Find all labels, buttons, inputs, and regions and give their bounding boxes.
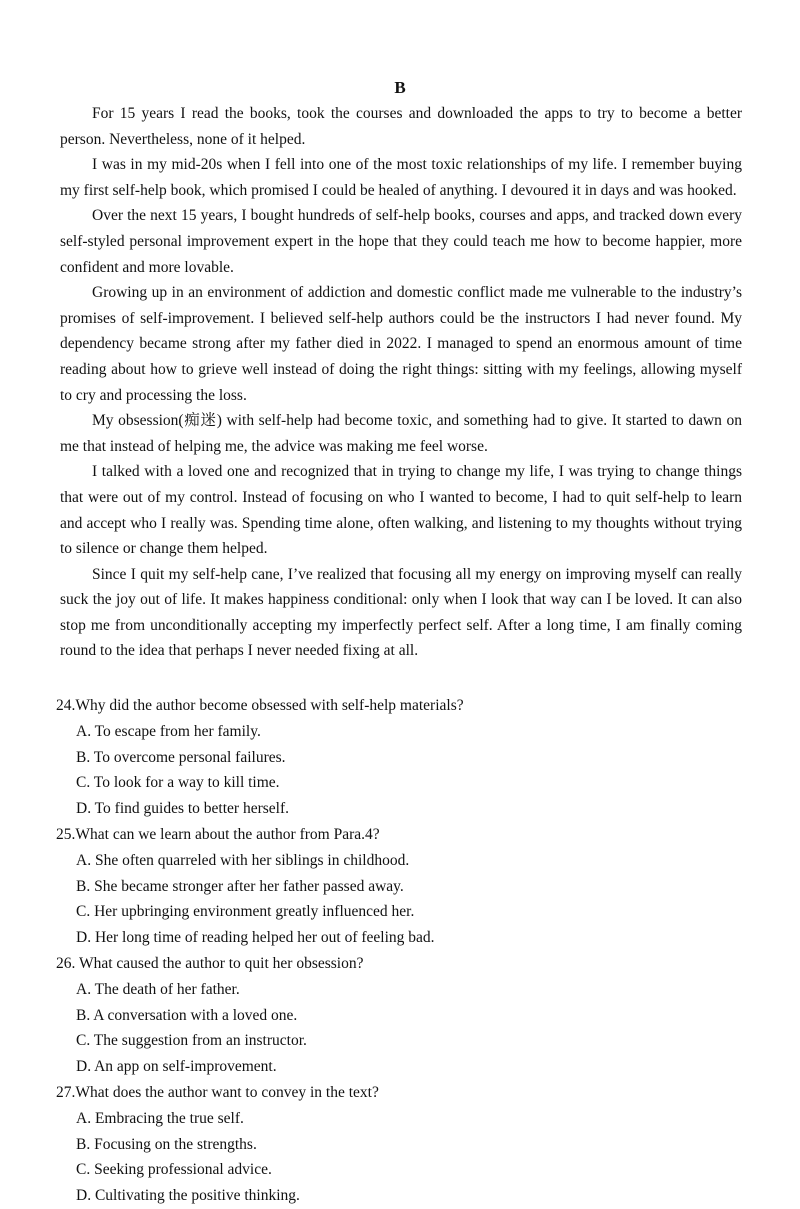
option-group	[56, 848, 746, 951]
question-stem: 27.What does the author want to convey in the text?	[56, 1083, 379, 1101]
option-b[interactable]: B. A conversation with a loved one.	[76, 1006, 298, 1024]
option-d[interactable]: D. An app on self-improvement.	[76, 1058, 277, 1076]
paragraph: Growing up in an environment of addiction and domestic conflict made me vulnerable to the industry’s promises of self-improvement. I believed self-help authors could be the instructors I had never found. My dependency became strong after my father died in 2022. I managed to spend an enormous amount of time reading about how to grieve well instead of doing the right things: sitting with my feelings, allowing myself to cry and processing the loss.	[60, 284, 742, 404]
option-d[interactable]: D. Cultivating the positive thinking.	[76, 1187, 300, 1205]
question-stem: 25.What can we learn about the author from Para.4?	[56, 825, 380, 843]
question-list	[56, 693, 746, 1209]
option-c[interactable]: C. The suggestion from an instructor.	[76, 1032, 307, 1050]
option-c[interactable]: C. To look for a way to kill time.	[76, 774, 280, 792]
question-26	[56, 951, 746, 1080]
option-a[interactable]: A. She often quarreled with her siblings in childhood.	[76, 851, 410, 869]
option-group	[56, 719, 746, 822]
section-title: B	[394, 78, 406, 97]
option-c[interactable]: C. Seeking professional advice.	[76, 1161, 272, 1179]
paragraph: Since I quit my self-help cane, I’ve realized that focusing all my energy on improving myself can really suck the joy out of life. It makes happiness conditional: only when I look that way can I be loved. It can also stop me from unconditionally accepting my imperfectly perfect self. After a long time, I am finally coming round to the idea that perhaps I never needed fixing at all.	[60, 565, 742, 660]
paragraph: For 15 years I read the books, took the courses and downloaded the apps to try to become a better person. Nevertheless, none of it helped.	[60, 105, 742, 148]
option-a[interactable]: A. To escape from her family.	[76, 722, 261, 740]
option-group	[56, 1106, 746, 1209]
option-d[interactable]: D. Her long time of reading helped her out of feeling bad.	[76, 929, 435, 947]
option-b[interactable]: B. Focusing on the strengths.	[76, 1135, 257, 1153]
paragraph: My obsession(痴迷) with self-help had become toxic, and something had to give. It started to dawn on me that instead of helping me, the advice was making me feel worse.	[60, 412, 742, 455]
option-d[interactable]: D. To find guides to better herself.	[76, 800, 289, 818]
question-25	[56, 822, 746, 951]
option-b[interactable]: B. She became stronger after her father passed away.	[76, 877, 404, 895]
option-a[interactable]: A. The death of her father.	[76, 980, 240, 998]
option-b[interactable]: B. To overcome personal failures.	[76, 748, 286, 766]
paragraph: I talked with a loved one and recognized that in trying to change my life, I was trying to change things that were out of my control. Instead of focusing on who I wanted to become, I had to quit self-help to learn and accept who I really was. Spending time alone, often walking, and listening to my thoughts without trying to silence or change them helped.	[60, 463, 742, 558]
question-24	[56, 693, 746, 822]
option-group	[56, 977, 746, 1080]
paragraph: I was in my mid-20s when I fell into one of the most toxic relationships of my life. I remember buying my first self-help book, which promised I could be healed of anything. I devoured it in days and was hooked.	[60, 156, 742, 199]
paragraph: Over the next 15 years, I bought hundreds of self-help books, courses and apps, and tracked down every self-styled personal improvement expert in the hope that they could teach me how to become happier, more confident and more lovable.	[60, 207, 742, 276]
reading-passage	[60, 101, 742, 664]
option-c[interactable]: C. Her upbringing environment greatly influenced her.	[76, 903, 415, 921]
question-27	[56, 1080, 746, 1209]
question-stem: 26. What caused the author to quit her obsession?	[56, 954, 364, 972]
question-stem: 24.Why did the author become obsessed with self-help materials?	[56, 697, 464, 714]
option-a[interactable]: A. Embracing the true self.	[76, 1109, 244, 1127]
